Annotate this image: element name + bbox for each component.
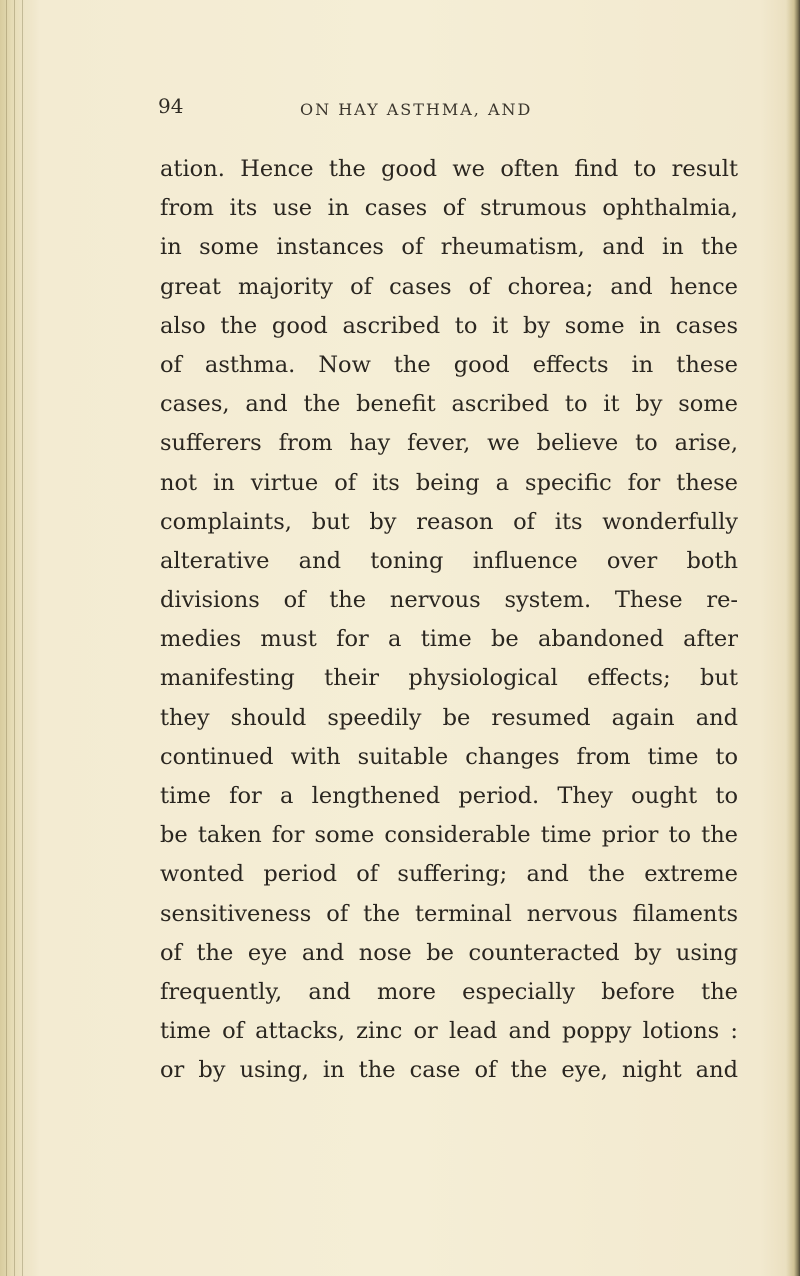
page-number: 94 (158, 94, 184, 118)
text-line: alterative and toning influence over both (160, 547, 738, 574)
text-line: complaints, but by reason of its wonderfully (160, 508, 738, 535)
text-line: manifesting their physiological effects; but (160, 665, 738, 692)
text-line: they should speedily be resumed again and (160, 704, 738, 731)
text-line: continued with suitable changes from time to (160, 743, 738, 770)
text-line: in some instances of rheumatism, and in the (160, 234, 738, 261)
text-line: frequently, and more especially before the (160, 978, 738, 1005)
text-line: cases, and the benefit ascribed to it by some (160, 391, 738, 418)
text-line: also the good ascribed to it by some in cases (160, 312, 738, 339)
body-text (160, 150, 738, 1091)
text-line: time for a lengthened period. They ought to (160, 783, 738, 809)
running-head (0, 94, 800, 124)
gutter-line (22, 0, 23, 1276)
text-line: of asthma. Now the good effects in these (160, 351, 738, 378)
gutter-line (6, 0, 7, 1276)
text-line: sensitiveness of the terminal nervous filaments (160, 900, 738, 927)
text-line: ation. Hence the good we often find to result (160, 156, 738, 182)
text-line: medies must for a time be abandoned after (160, 626, 738, 653)
text-line: not in virtue of its being a specific for these (160, 469, 738, 496)
running-head-title: ON HAY ASTHMA, AND (300, 100, 533, 119)
text-line: be taken for some considerable time prior to the (160, 822, 738, 849)
text-line: from its use in cases of strumous ophthalmia, (160, 195, 738, 222)
text-line: or by using, in the case of the eye, night and (160, 1057, 738, 1084)
text-line: time of attacks, zinc or lead and poppy lotions : (160, 1018, 738, 1045)
text-line: great majority of cases of chorea; and hence (160, 273, 738, 300)
text-line: divisions of the nervous system. These re- (160, 587, 738, 614)
text-line: of the eye and nose be counteracted by using (160, 939, 738, 966)
gutter-line (14, 0, 15, 1276)
text-line: wonted period of suffering; and the extreme (160, 861, 738, 888)
page-edge (786, 0, 800, 1276)
text-line: sufferers from hay fever, we believe to arise, (160, 430, 738, 457)
